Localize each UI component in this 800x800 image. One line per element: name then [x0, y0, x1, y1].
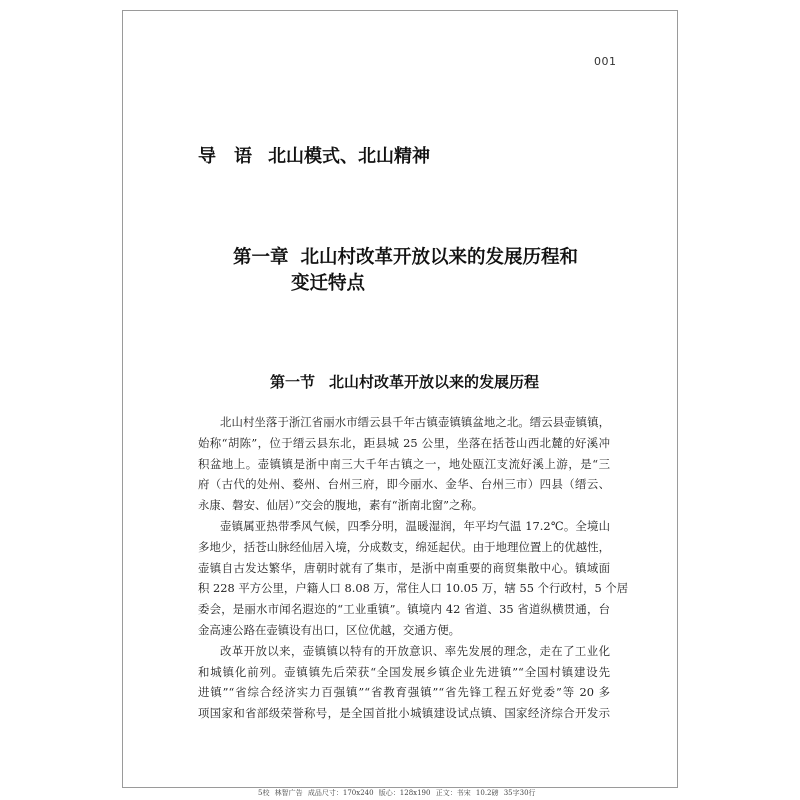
- body-line: 金高速公路在壶镇设有出口，区位优越，交通方便。: [198, 622, 460, 637]
- body-line: 多地少，括苍山脉经仙居入境，分成数支，绵延起伏。由于地理位置上的优越性，: [198, 539, 610, 554]
- body-paragraph: [198, 412, 610, 516]
- body-line: 改革开放以来，壶镇镇以特有的开放意识、率先发展的理念，走在了工业化: [220, 643, 610, 658]
- body-text: [198, 412, 629, 724]
- section-title: 北山村改革开放以来的发展历程: [329, 373, 540, 391]
- print-info-footer: 5校 林智广告 成品尺寸：170x240 版心：128x190 正文：书宋 10.2磅 35字30行: [258, 789, 536, 797]
- body-line: 进镇”“省综合经济实力百强镇”“省教育强镇”“省先锋工程五好党委”等 20 多: [198, 685, 610, 700]
- body-paragraph: [198, 641, 610, 724]
- body-line: 始称“胡陈”，位于缙云县东北，距县城 25 公里，坐落在括苍山西北麓的好溪冲: [198, 435, 610, 450]
- body-line: 永康、磐安、仙居）”交会的腹地，素有“浙南北窗”之称。: [198, 498, 484, 513]
- body-line: 积盆地上。壶镇镇是浙中南三大千年古镇之一，地处瓯江支流好溪上游，是“三: [198, 456, 610, 471]
- chapter-title-text: 北山村改革开放以来的发展历程和: [300, 247, 579, 268]
- intro-heading: [198, 145, 430, 169]
- body-line: 壶镇属亚热带季风气候，四季分明，温暖湿润，年平均气温 17.2℃。全境山: [220, 518, 610, 533]
- chapter-number: 第一章: [233, 247, 289, 268]
- body-line: 府（古代的处州、婺州、台州三府，即今丽水、金华、台州三市）四县（缙云、: [198, 477, 610, 492]
- chapter-title-line-1: [233, 245, 578, 271]
- body-line: 委会，是丽水市闻名遐迩的“工业重镇”。镇境内 42 省道、35 省道纵横贯通，台: [198, 602, 610, 617]
- body-line: 项国家和省部级荣誉称号，是全国首批小城镇建设试点镇、国家经济综合开发示: [198, 706, 610, 721]
- intro-heading-title: 北山模式、北山精神: [268, 146, 430, 167]
- body-line: 积 228 平方公里，户籍人口 8.08 万，常住人口 10.05 万，辖 55 个行政村，5 个居: [198, 581, 629, 596]
- body-paragraph: [198, 516, 629, 641]
- chapter-title-line-2: 变迁特点: [291, 273, 366, 294]
- section-number: 第一节: [270, 373, 316, 391]
- intro-heading-label: 导 语: [198, 146, 252, 167]
- body-line: 壶镇自古发达繁华，唐朝时就有了集市，是浙中南重要的商贸集散中心。镇域面: [198, 560, 610, 575]
- body-line: 和城镇化前列。壶镇镇先后荣获“全国发展乡镇企业先进镇”“全国村镇建设先: [198, 664, 610, 679]
- body-line: 北山村坐落于浙江省丽水市缙云县千年古镇壶镇镇盆地之北。缙云县壶镇镇，: [220, 415, 610, 429]
- section-heading: [270, 372, 539, 392]
- page-number: 001: [594, 55, 617, 68]
